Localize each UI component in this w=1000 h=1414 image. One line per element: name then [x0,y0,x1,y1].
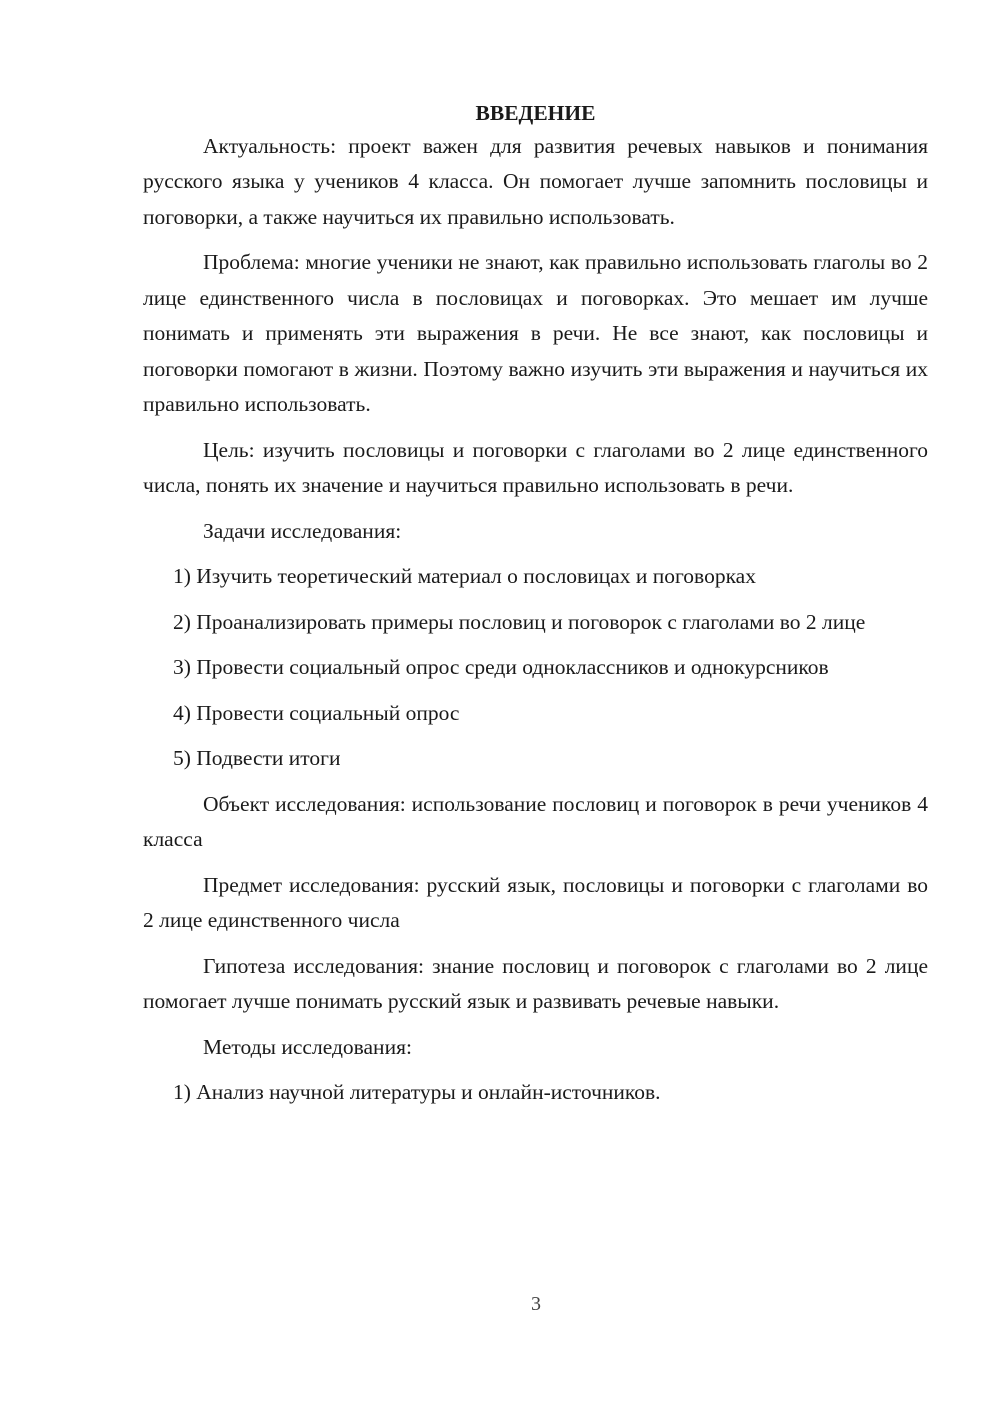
paragraph-tasks-heading: Задачи исследования: [203,518,402,543]
task-item-4: 4) Провести социальный опрос [173,700,460,725]
section-title: ВВЕДЕНИЕ [475,101,596,125]
task-item-2: 2) Проанализировать примеры пословиц и поговорок с глаголами во 2 лице [173,609,866,634]
method-item-1: 1) Анализ научной литературы и онлайн-источников. [173,1080,661,1104]
paragraph-subject: Предмет исследования: русский язык, пословицы и поговорки с глаголами во 2 лице единственного числа [143,872,928,932]
paragraph-object: Объект исследования: использование пословиц и поговорок в речи учеников 4 класса [143,791,928,851]
task-item-3: 3) Провести социальный опрос среди одноклассников и однокурсников [173,655,829,679]
paragraph-methods-heading: Методы исследования: [203,1034,412,1059]
document-page [143,96,928,1121]
paragraph-relevance: Актуальность: проект важен для развития речевых навыков и понимания русского языка у учеников 4 класса. Он помогает лучше запомнить пословицы и поговорки, а также научиться их правильно использовать. [143,133,928,229]
page-number: 3 [531,1293,541,1315]
task-item-1: 1) Изучить теоретический материал о пословицах и поговорках [173,564,756,588]
paragraph-hypothesis: Гипотеза исследования: знание пословиц и поговорок с глаголами во 2 лице помогает лучше понимать русский язык и развивать речевые навыки. [143,953,928,1013]
paragraph-goal: Цель: изучить пословицы и поговорки с глаголами во 2 лице единственного числа, понять их значение и научиться правильно использовать в речи. [143,437,928,497]
task-item-5: 5) Подвести итоги [173,746,341,770]
paragraph-problem: Проблема: многие ученики не знают, как правильно использовать глаголы во 2 лице единственного числа в пословицах и поговорках. Это мешает им лучше понимать и применять эти выражения в речи. Не все знают, как пословицы и поговорки помогают в жизни. Поэтому важно изучить эти выражения и научиться их правильно использовать. [143,250,928,416]
